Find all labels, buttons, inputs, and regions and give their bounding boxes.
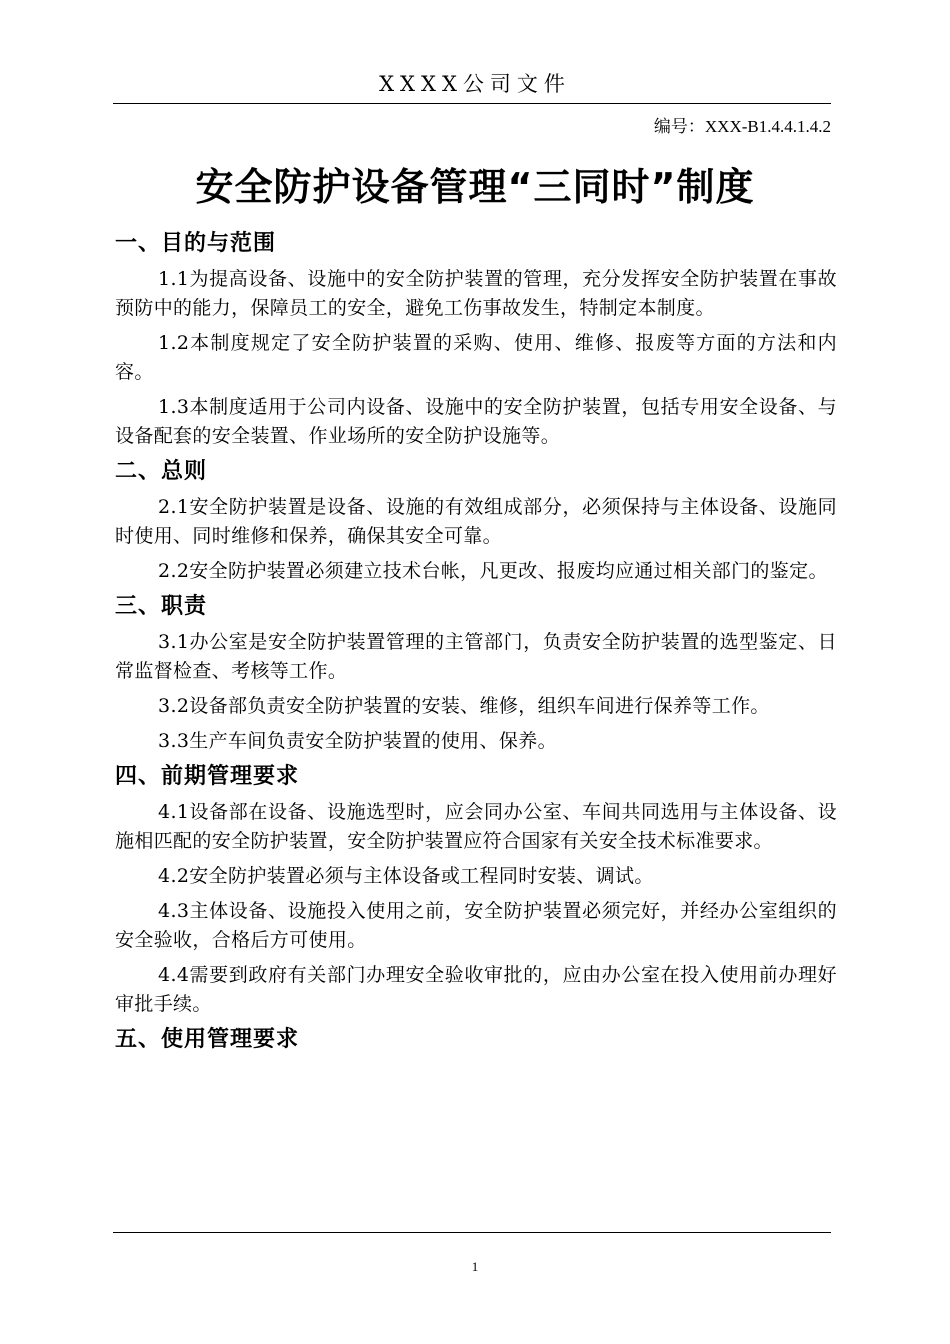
section-heading: 一、目的与范围	[115, 231, 277, 256]
section-heading: 四、前期管理要求	[115, 764, 300, 789]
paragraph: 3.2设备部负责安全防护装置的安装、维修，组织车间进行保养等工作。	[158, 695, 770, 717]
company-header: XXXX公司文件	[379, 72, 571, 96]
section-heading: 三、职责	[115, 594, 208, 619]
paragraph: 2.1安全防护装置是设备、设施的有效组成部分，必须保持与主体设备、设施同时使用、同时维修和保养，确保其安全可靠。	[115, 496, 837, 547]
document-title: 安全防护设备管理“三同时”制度	[195, 165, 755, 209]
paragraph: 1.2本制度规定了安全防护装置的采购、使用、维修、报废等方面的方法和内容。	[115, 332, 837, 383]
section-responsibilities	[115, 592, 837, 756]
paragraph: 4.1设备部在设备、设施选型时，应会同办公室、车间共同选用与主体设备、设施相匹配的安全防护装置，安全防护装置应符合国家有关安全技术标准要求。	[115, 801, 837, 852]
document-body	[115, 229, 837, 1061]
paragraph: 4.3主体设备、设施投入使用之前，安全防护装置必须完好，并经办公室组织的安全验收，合格后方可使用。	[115, 900, 837, 951]
section-usage-management	[115, 1025, 837, 1055]
paragraph: 4.2安全防护装置必须与主体设备或工程同时安装、调试。	[158, 865, 654, 887]
section-heading: 五、使用管理要求	[115, 1027, 300, 1052]
section-early-management	[115, 762, 837, 1019]
header-divider	[113, 103, 831, 104]
paragraph: 4.4需要到政府有关部门办理安全验收审批的，应由办公室在投入使用前办理好审批手续。	[115, 964, 837, 1015]
paragraph: 1.3本制度适用于公司内设备、设施中的安全防护装置，包括专用安全设备、与设备配套的安全装置、作业场所的安全防护设施等。	[115, 396, 837, 447]
footer-divider	[113, 1232, 831, 1233]
page-number: 1	[471, 1259, 479, 1274]
paragraph: 1.1为提高设备、设施中的安全防护装置的管理，充分发挥安全防护装置在事故预防中的能力，保障员工的安全，避免工伤事故发生，特制定本制度。	[115, 268, 837, 319]
paragraph: 3.3生产车间负责安全防护装置的使用、保养。	[158, 730, 557, 752]
section-heading: 二、总则	[115, 459, 208, 484]
section-purpose-scope	[115, 229, 837, 451]
paragraph: 2.2安全防护装置必须建立技术台帐，凡更改、报废均应通过相关部门的鉴定。	[158, 560, 828, 582]
document-number: 编号：XXX-B1.4.4.1.4.2	[653, 117, 831, 136]
section-general	[115, 457, 837, 586]
paragraph: 3.1办公室是安全防护装置管理的主管部门，负责安全防护装置的选型鉴定、日常监督检查、考核等工作。	[115, 631, 837, 682]
